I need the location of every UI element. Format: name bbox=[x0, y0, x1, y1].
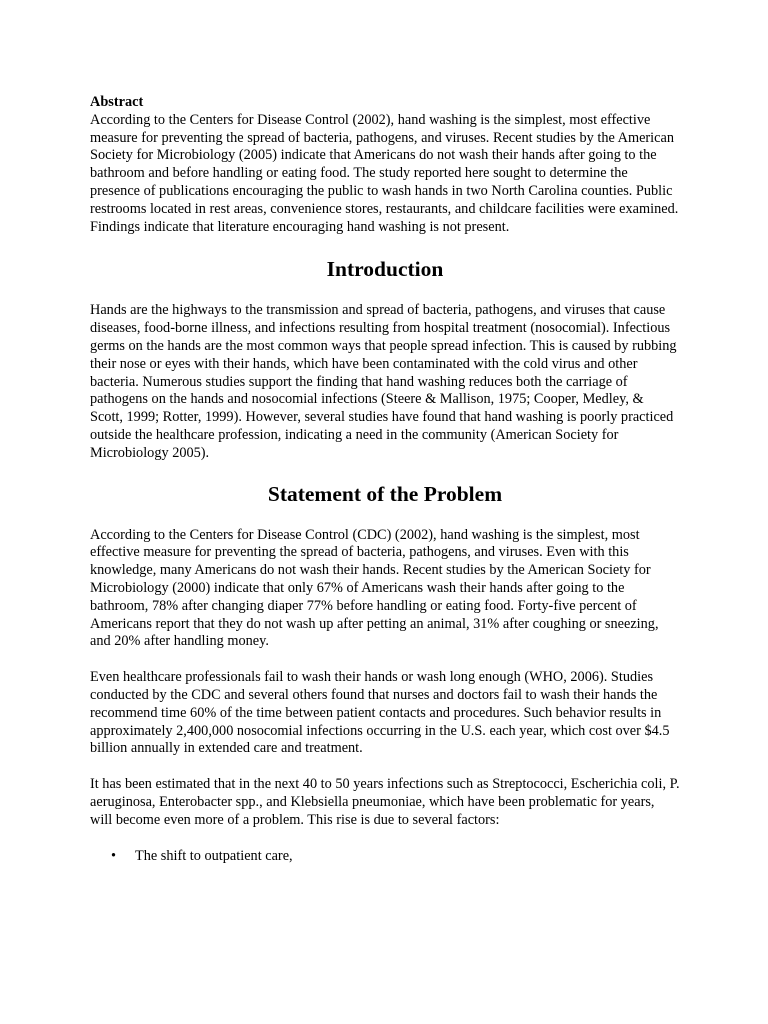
problem-paragraph-2: Even healthcare professionals fail to wash their hands or wash long enough (WHO, 2006). Studies conducted by the CDC and several others found that nurses and doctors fail to wash their hands the recommend time 60% of the time between patient contacts and procedures. Such behavior results in approximately 2,400,000 nosocomial infections occurring in the U.S. each year, which cost over $4.5 billion annually in extended care and treatment. bbox=[90, 669, 670, 757]
introduction-heading: Introduction bbox=[326, 257, 444, 282]
abstract-title: Abstract bbox=[90, 94, 144, 110]
problem-paragraph-3: It has been estimated that in the next 40 to 50 years infections such as Streptococci, Escherichia coli, P. aeruginosa, Enterobacter spp., and Klebsiella pneumoniae, which have been problematic for years, will become even more of a problem. This rise is due to several factors: bbox=[90, 776, 680, 828]
abstract-text: According to the Centers for Disease Control (2002), hand washing is the simplest, most effective measure for preventing the spread of bacteria, pathogens, and viruses. Recent studies by the American Society for Microbiology (2005) indicate that Americans do not wash their hands after going to the bathroom and before handling or eating food. The study reported here sought to determine the presence of publications encouraging the public to wash hands in two North Carolina counties. Public restrooms located in rest areas, convenience stores, restaurants, and childcare facilities were examined. Findings indicate that literature encouraging hand washing is not present. bbox=[90, 111, 679, 235]
introduction-text: Hands are the highways to the transmission and spread of bacteria, pathogens, and viruses that cause diseases, food-borne illness, and infections resulting from hospital treatment (nosocomial). Infectious germs on the hands are the most common ways that people spread infection. This is caused by rubbing their nose or eyes with their hands, which have been contaminated with the cold virus and other bacteria. Numerous studies support the finding that hand washing reduces both the carriage of pathogens on the hands and nosocomial infections (Steere & Mallison, 1975; Cooper, Medley, & Scott, 1999; Rotter, 1999). However, several studies have found that hand washing is poorly practiced outside the healthcare profession, indicating a need in the community (American Society for Microbiology 2005). bbox=[90, 302, 677, 461]
list-item bbox=[111, 847, 680, 866]
factor-list bbox=[90, 848, 680, 866]
document-page bbox=[90, 94, 680, 865]
problem-paragraph-1: According to the Centers for Disease Control (CDC) (2002), hand washing is the simplest, most effective measure for preventing the spread of bacteria, pathogens, and viruses. Even with this knowledge, many Americans do not wash their hands. Recent studies by the American Society for Microbiology (2000) indicate that only 67% of Americans wash their hands after going to the bathroom, 78% after changing diaper 77% before handling or eating food. Forty-five percent of Americans report that they do not wash up after petting an animal, 31% after coughing or sneezing, and 20% after handling money. bbox=[90, 526, 659, 650]
list-item-text: The shift to outpatient care, bbox=[135, 847, 293, 864]
problem-heading: Statement of the Problem bbox=[267, 481, 503, 506]
bullet-icon: • bbox=[111, 847, 117, 864]
